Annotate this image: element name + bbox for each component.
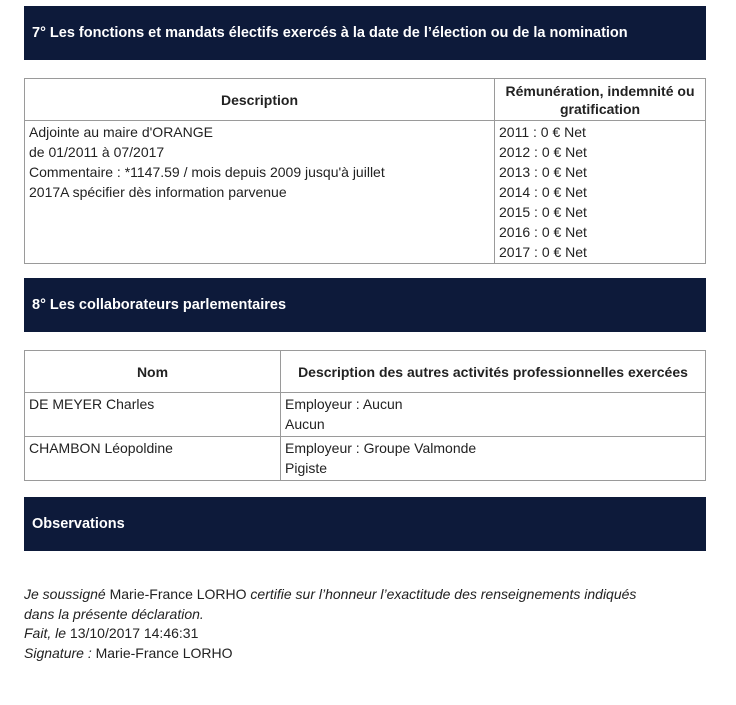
column-header-nom: Nom [25,351,281,393]
table-header-row [25,351,706,393]
remuneration-cell [495,121,706,264]
column-header-description: Description [25,79,495,121]
mandates-table [24,78,706,264]
remuneration-line: 2017 : 0 € Net [499,244,587,260]
remuneration-line: 2013 : 0 € Net [499,164,587,180]
activity-text: Aucun [285,416,325,432]
description-line: 2017A spécifier dès information parvenue [29,184,287,200]
declarant-name: Marie-France LORHO [109,586,247,602]
activity-text: Pigiste [285,460,328,476]
signature-name: Marie-France LORHO [95,644,233,661]
collaborator-activity-cell [281,437,706,481]
column-header-remuneration: Rémunération, indemnité ou gratification [495,79,706,121]
fait-label: Fait, le [24,625,67,641]
section-8-header [24,278,706,332]
table-header-row [25,79,706,121]
declaration-prefix: Je soussigné [24,586,106,602]
declaration-date-line [24,624,714,644]
declaration-suffix: certifie sur l’honneur l’exactitude des renseignements indiqués [250,586,637,602]
table-row [25,437,706,481]
section-8-title: 8° Les collaborateurs parlementaires [32,297,287,313]
remuneration-line: 2014 : 0 € Net [499,184,587,200]
signature-line [24,644,714,664]
collaborators-table [24,350,706,481]
description-line: Adjointe au maire d'ORANGE [29,124,213,140]
description-line: de 01/2011 à 07/2017 [29,144,165,160]
observations-header [24,497,706,551]
honor-declaration [24,585,714,663]
remuneration-line: 2011 : 0 € Net [499,124,586,140]
employer-text: Employeur : Aucun [285,396,403,412]
declaration-line-1 [24,585,714,605]
signature-label: Signature : [24,644,92,661]
declaration-line-2 [24,605,714,625]
mandate-description-cell [25,121,495,264]
table-row [25,393,706,437]
column-header-activities: Description des autres activités professionnelles exercées [281,351,706,393]
remuneration-line: 2016 : 0 € Net [499,224,587,240]
observations-title: Observations [32,516,125,532]
collaborator-name-cell: CHAMBON Léopoldine [25,437,281,481]
table-row [25,121,706,264]
collaborator-activity-cell [281,393,706,437]
section-7-header [24,6,706,60]
declaration-continuation: dans la présente déclaration. [24,605,204,622]
remuneration-line: 2015 : 0 € Net [499,204,587,220]
section-7-title: 7° Les fonctions et mandats électifs exercés à la date de l’élection ou de la nomination [32,25,628,41]
description-line: Commentaire : *1147.59 / mois depuis 2009 jusqu'à juillet [29,164,385,180]
declaration-date: 13/10/2017 14:46:31 [69,625,199,641]
collaborator-name-cell: DE MEYER Charles [25,393,281,437]
remuneration-line: 2012 : 0 € Net [499,144,587,160]
employer-text: Employeur : Groupe Valmonde [285,440,477,456]
